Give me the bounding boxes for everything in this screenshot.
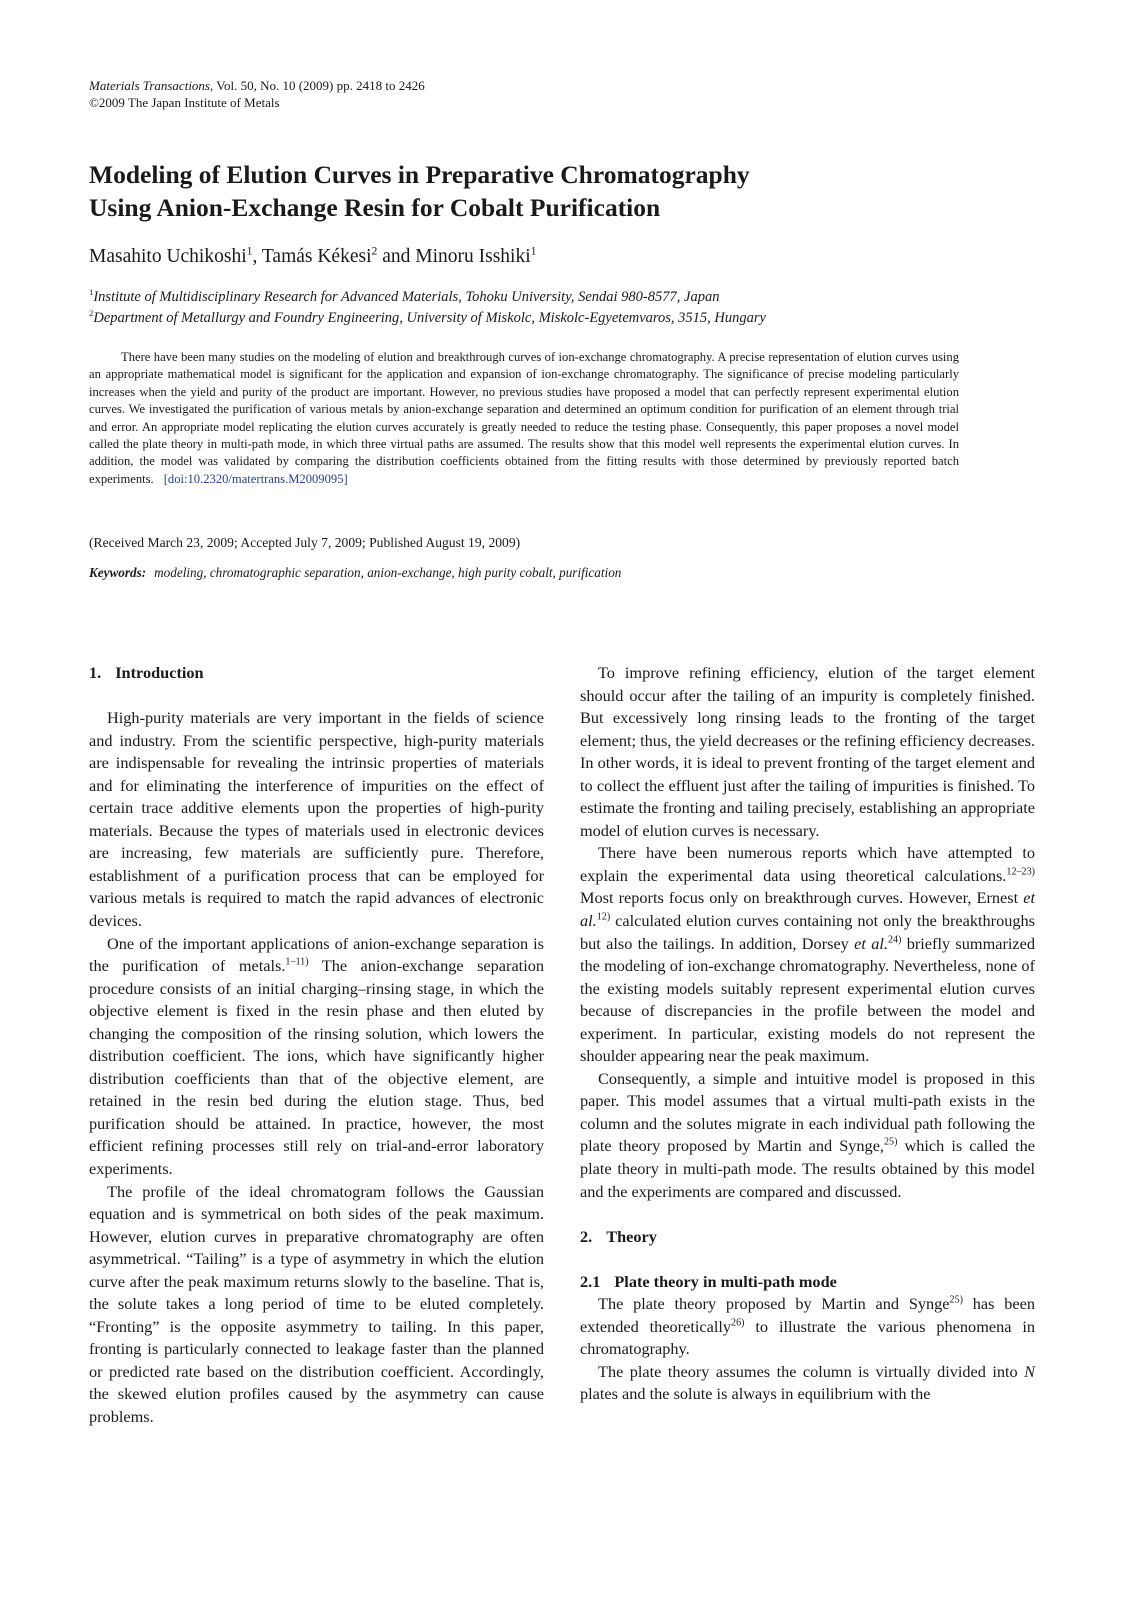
et-al: et al. [854,933,888,953]
keywords-text: modeling, chromatographic separation, anion-exchange, high purity cobalt, purification [154,565,622,580]
author-separator: , [252,246,262,267]
doi-link[interactable]: [doi:10.2320/matertrans.M2009095] [163,471,348,486]
abstract-text: There have been many studies on the modeling of elution and breakthrough curves of ion-exchange chromatography. A precise representation of elution curves using an appropriate mathematical model is significant for the application and expansion of ion-exchange chromatography. The significance of precise modeling particularly increases when the yield and purity of the product are important. However, no previous studies have proposed a model that can perfectly represent experimental elution curves. We investigated the purification of various metals by anion-exchange separation and determined an optimum condition for purification of an element through trial and error. An appropriate model replicating the elution curves accurately is greatly needed to reduce the testing phase. Consequently, this paper proposes a novel model called the plate theory in multi-path mode, in which three virtual paths are assumed. The results show that this model well represents the experimental elution curves. In addition, the model was validated by comparing the distribution coefficients obtained from the fitting results with those determined by previously reported batch experiments. [89,350,959,486]
title-line-1: Modeling of Elution Curves in Preparative Chromatography [89,160,750,189]
citation: 26) [731,1317,745,1329]
affiliation-number: 1 [89,287,94,298]
keywords [89,564,621,582]
citation: 25) [884,1137,898,1149]
affiliation-number: 2 [89,308,94,319]
citation: 1–11) [285,956,309,968]
paragraph [89,933,544,1181]
received-dates: (Received March 23, 2009; Accepted July 7, 2009; Published August 19, 2009) [89,535,521,550]
affiliation-1 [89,287,766,308]
author-affiliation-mark: 1 [530,244,537,258]
author-name: Minoru Isshiki [415,246,531,267]
subsection-number: 2.1 [580,1271,601,1291]
author-name: Masahito Uchikoshi [89,246,247,267]
author-affiliation-mark: 2 [371,244,378,258]
section-heading-introduction [89,662,544,685]
author-affiliation-mark: 1 [246,244,253,258]
left-column [89,662,544,1429]
variable-n: N [1024,1361,1035,1381]
keywords-label: Keywords: [89,565,147,580]
paragraph-text: to illustrate the various phenomena in chromatography. [580,1316,1036,1359]
paragraph-text: which is called the plate theory in multi-path mode. The results obtained by this model and the experiments are compared and discussed. [580,1136,1036,1201]
paragraph: The profile of the ideal chromatogram follows the Gaussian equation and is symmetrical on both sides of the peak maximum. However, elution curves in preparative chromatography are often asymmetrical. “Tailing” is a type of asymmetry in which the elution curve after the peak maximum returns slowly to the baseline. That is, the solute takes a long period of time to be eluted completely. “Fronting” is the opposite asymmetry to tailing. In this paper, fronting is particularly connected to leakage faster than the planned or predicted rate based on the distribution coefficient. Accordingly, the skewed elution profiles caused by the asymmetry can cause problems. [89,1181,544,1426]
section-title: Introduction [115,663,204,682]
right-column [580,662,1035,1406]
paragraph-text: calculated elution curves containing not only the breakthroughs but also the tailings. In addition, Dorsey [580,911,1035,953]
paragraph-text: One of the important applications of anion-exchange separation is the purification of metals. [89,933,544,976]
subsection-heading [580,1271,1035,1294]
paragraph [580,842,1035,1067]
paragraph-text: plates and the solute is always in equilibrium with the [580,1384,931,1404]
citation: 25) [949,1294,963,1306]
affiliation-2 [89,308,766,329]
affiliation-text: Department of Metallurgy and Foundry Engineering, University of Miskolc, Miskolc-Egyetemvaros, 3515, Hungary [93,310,766,326]
paragraph [580,1068,1035,1203]
affiliations [89,287,766,329]
paragraph [580,1361,1035,1406]
citation: 12) [596,911,611,923]
paragraph-text: The plate theory assumes the column is virtually divided into [598,1361,1025,1381]
section-number: 2. [580,1226,593,1246]
paragraph: High-purity materials are very important in the fields of science and industry. From the scientific perspective, high-purity materials are indispensable for revealing the intrinsic properties of materials and for eliminating the interference of impurities on the effect of certain trace additive elements upon the properties of high-purity materials. Because the types of materials used in electronic devices are increasing, few materials are sufficiently pure. Therefore, establishment of a purification process that can be employed for various metals is required to match the rapid advances of electronic devices. [89,708,544,930]
paragraph-text: has been extended theoretically [580,1294,1036,1336]
journal-name: Materials Transactions [89,78,210,93]
et-al: et al. [580,888,1035,931]
paragraph-text: The anion-exchange separation procedure consists of an initial charging–rinsing stage, in which the objective element is fixed in the resin phase and then eluted by changing the composition of the rinsing solution, which lowers the distribution coefficient. The ions, which have significantly higher distribution coefficients than that of the objective element, are retained in the resin bed during the elution stage. Thus, bed purification should be attained. In practice, however, the most efficient refining processes still rely on trial-and-error laboratory experiments. [89,956,545,1178]
paragraph-text: Most reports focus only on breakthrough curves. However, Ernest [580,888,1024,908]
author-name: Tamás Kékesi [261,246,372,267]
author-separator: and [377,246,416,267]
copyright-line: ©2009 The Japan Institute of Metals [89,95,280,110]
subsection-title: Plate theory in multi-path mode [614,1271,837,1291]
citation: 12–23) [1006,866,1035,878]
author-list [89,245,536,269]
section-number: 1. [89,663,102,682]
title-line-2: Using Anion-Exchange Resin for Cobalt Purification [89,193,661,222]
section-heading-theory [580,1226,1035,1249]
journal-header [89,77,425,111]
paragraph-text: There have been numerous reports which have attempted to explain the experimental data using theoretical calculations. [580,843,1035,885]
paper-title [89,158,989,224]
journal-details: , Vol. 50, No. 10 (2009) pp. 2418 to 2426 [210,78,425,93]
paragraph-text: briefly summarized the modeling of ion-exchange chromatography. Nevertheless, none of the existing models suitably represent experimental elution curves because of discrepancies in the profile between the model and experiment. In particular, existing models do not represent the shoulder appearing near the peak maximum. [580,933,1035,1066]
paragraph-text: The plate theory proposed by Martin and Synge [598,1294,950,1314]
paragraph: To improve refining efficiency, elution of the target element should occur after the tailing of an impurity is completely finished. But excessively long rinsing leads to the fronting of the target element; thus, the yield decreases or the refining efficiency decreases. In other words, it is ideal to prevent fronting of the target element and to collect the effluent just after the tailing of impurities is finished. To estimate the fronting and tailing precisely, establishing an appropriate model of elution curves is necessary. [580,663,1035,840]
paragraph [580,1293,1035,1361]
paragraph-text: Consequently, a simple and intuitive model is proposed in this paper. This model assumes that a virtual multi-path exists in the column and the solutes migrate in each individual path following the plate theory proposed by Martin and Synge, [580,1068,1035,1156]
abstract [89,349,959,488]
affiliation-text: Institute of Multidisciplinary Research for Advanced Materials, Tohoku University, Sendai 980-8577, Japan [93,289,720,305]
journal-citation [89,77,425,94]
citation: 24) [887,934,902,946]
section-title: Theory [606,1226,657,1246]
